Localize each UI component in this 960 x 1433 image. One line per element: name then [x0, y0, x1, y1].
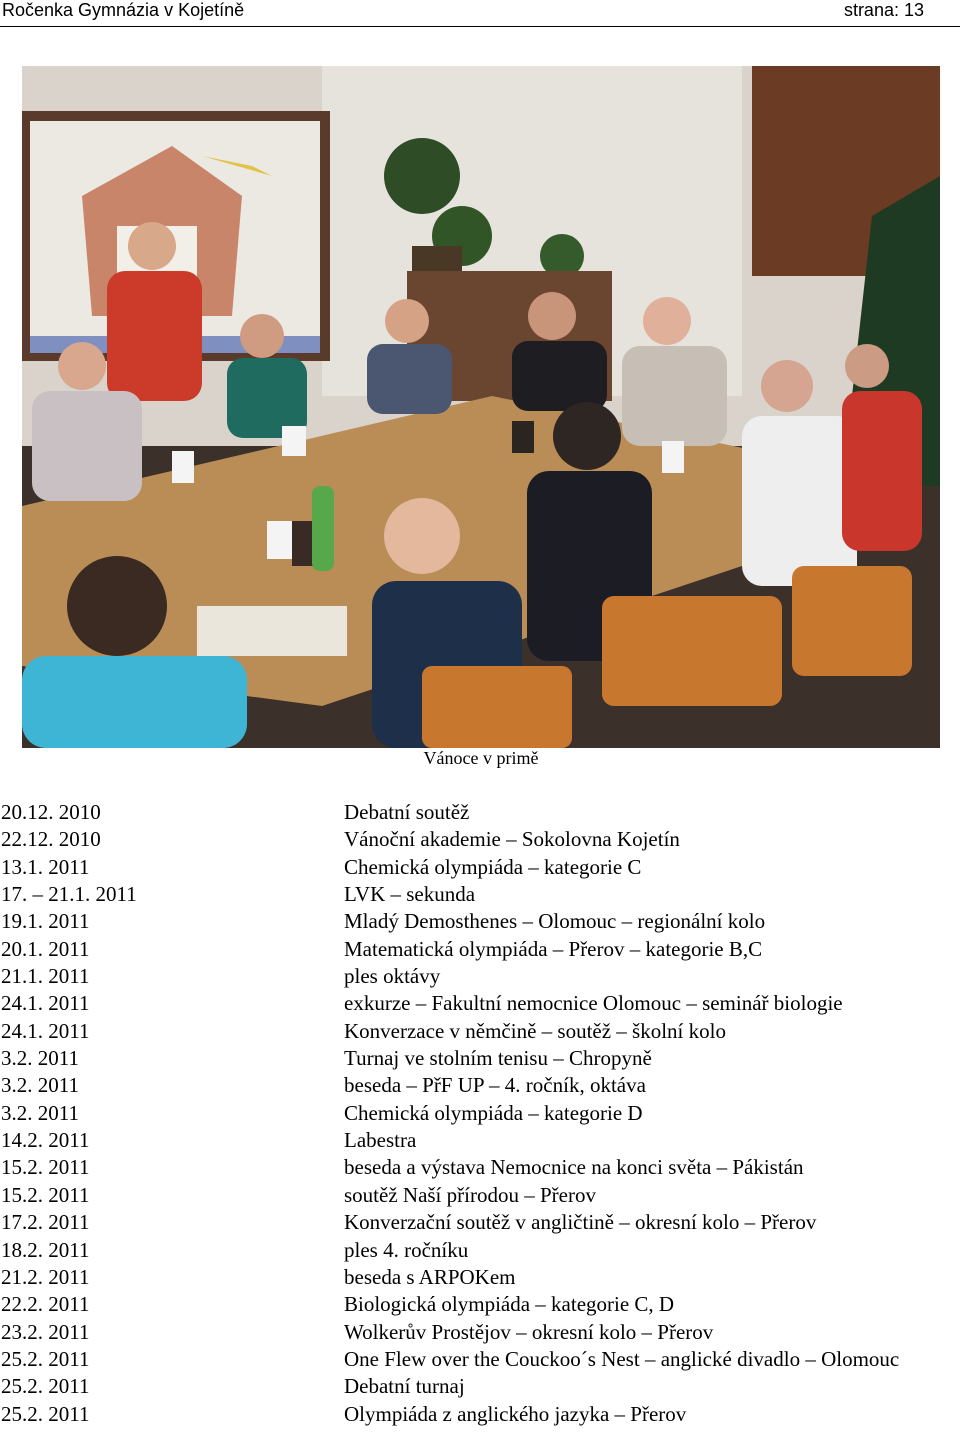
event-row	[0, 1072, 960, 1099]
events-list	[0, 799, 960, 1428]
event-name: One Flew over the Couckoo´s Nest – anglické divadlo – Olomouc	[344, 1346, 900, 1371]
event-row	[0, 1319, 960, 1346]
event-name: Biologická olympiáda – kategorie C, D	[344, 1292, 675, 1317]
event-date: 15.2. 2011	[1, 1155, 90, 1180]
event-name: Vánoční akademie – Sokolovna Kojetín	[344, 827, 680, 852]
event-row	[0, 1401, 960, 1428]
event-row	[0, 1373, 960, 1400]
event-row	[0, 963, 960, 990]
photo-illustration	[22, 66, 940, 748]
event-name: beseda – PřF UP – 4. ročník, oktáva	[344, 1073, 646, 1098]
page-number: strana: 13	[843, 0, 924, 20]
event-date: 22.2. 2011	[1, 1292, 90, 1317]
event-row	[0, 1154, 960, 1181]
event-date: 3.2. 2011	[1, 1046, 79, 1071]
event-name: beseda s ARPOKem	[344, 1264, 516, 1289]
event-date: 17.2. 2011	[1, 1210, 90, 1235]
event-date: 21.1. 2011	[1, 964, 90, 989]
event-name: Chemická olympiáda – kategorie D	[344, 1100, 643, 1125]
event-date: 24.1. 2011	[1, 991, 90, 1016]
event-row	[0, 1127, 960, 1154]
event-date: 23.2. 2011	[1, 1319, 90, 1344]
event-name: LVK – sekunda	[344, 882, 476, 907]
photo-caption	[0, 748, 960, 769]
christmas-class-photo	[22, 66, 940, 748]
event-date: 18.2. 2011	[1, 1237, 90, 1262]
event-row	[0, 1291, 960, 1318]
event-name: Debatní turnaj	[344, 1374, 465, 1399]
event-date: 20.1. 2011	[1, 936, 90, 961]
event-row	[0, 1018, 960, 1045]
event-row	[0, 1237, 960, 1264]
event-row	[0, 908, 960, 935]
event-date: 25.2. 2011	[1, 1374, 90, 1399]
event-date: 21.2. 2011	[1, 1264, 90, 1289]
event-date: 19.1. 2011	[1, 909, 90, 934]
event-date: 22.12. 2010	[1, 827, 101, 852]
event-row	[0, 1346, 960, 1373]
event-row	[0, 1209, 960, 1236]
event-date: 20.12. 2010	[1, 800, 101, 824]
event-row	[0, 1100, 960, 1127]
event-name: Debatní soutěž	[344, 800, 470, 824]
event-name: ples oktávy	[344, 964, 441, 989]
event-name: Labestra	[344, 1128, 417, 1153]
photo-caption-text: Vánoce v primě	[423, 748, 539, 768]
event-name: Turnaj ve stolním tenisu – Chropyně	[344, 1046, 652, 1071]
event-date: 25.2. 2011	[1, 1346, 90, 1371]
event-row	[0, 1045, 960, 1072]
event-date: 14.2. 2011	[1, 1128, 90, 1153]
event-row	[0, 854, 960, 881]
event-row	[0, 1182, 960, 1209]
event-name: Wolkerův Prostějov – okresní kolo – Přerov	[344, 1319, 714, 1344]
event-date: 3.2. 2011	[1, 1100, 79, 1125]
event-date: 25.2. 2011	[1, 1401, 90, 1426]
event-date: 15.2. 2011	[1, 1182, 90, 1207]
event-name: Mladý Demosthenes – Olomouc – regionální kolo	[344, 909, 766, 934]
page-header	[0, 0, 960, 27]
event-name: soutěž Naší přírodou – Přerov	[344, 1182, 596, 1207]
event-date: 17. – 21.1. 2011	[1, 882, 137, 907]
event-row	[0, 826, 960, 853]
event-date: 24.1. 2011	[1, 1018, 90, 1043]
event-name: Olympiáda z anglického jazyka – Přerov	[344, 1401, 687, 1426]
event-name: Konverzační soutěž v angličtině – okresní kolo – Přerov	[344, 1210, 817, 1235]
event-name: Chemická olympiáda – kategorie C	[344, 854, 642, 879]
event-row	[0, 799, 960, 826]
event-date: 13.1. 2011	[1, 854, 90, 879]
event-name: exkurze – Fakultní nemocnice Olomouc – seminář biologie	[344, 991, 843, 1016]
yearbook-title: Ročenka Gymnázia v Kojetíně	[2, 0, 245, 20]
event-name: ples 4. ročníku	[344, 1237, 469, 1262]
event-name: beseda a výstava Nemocnice na konci světa – Pákistán	[344, 1155, 804, 1180]
event-date: 3.2. 2011	[1, 1073, 79, 1098]
event-row	[0, 990, 960, 1017]
event-row	[0, 881, 960, 908]
event-name: Matematická olympiáda – Přerov – kategorie B,C	[344, 936, 763, 961]
event-row	[0, 936, 960, 963]
event-name: Konverzace v němčině – soutěž – školní kolo	[344, 1018, 726, 1043]
event-row	[0, 1264, 960, 1291]
